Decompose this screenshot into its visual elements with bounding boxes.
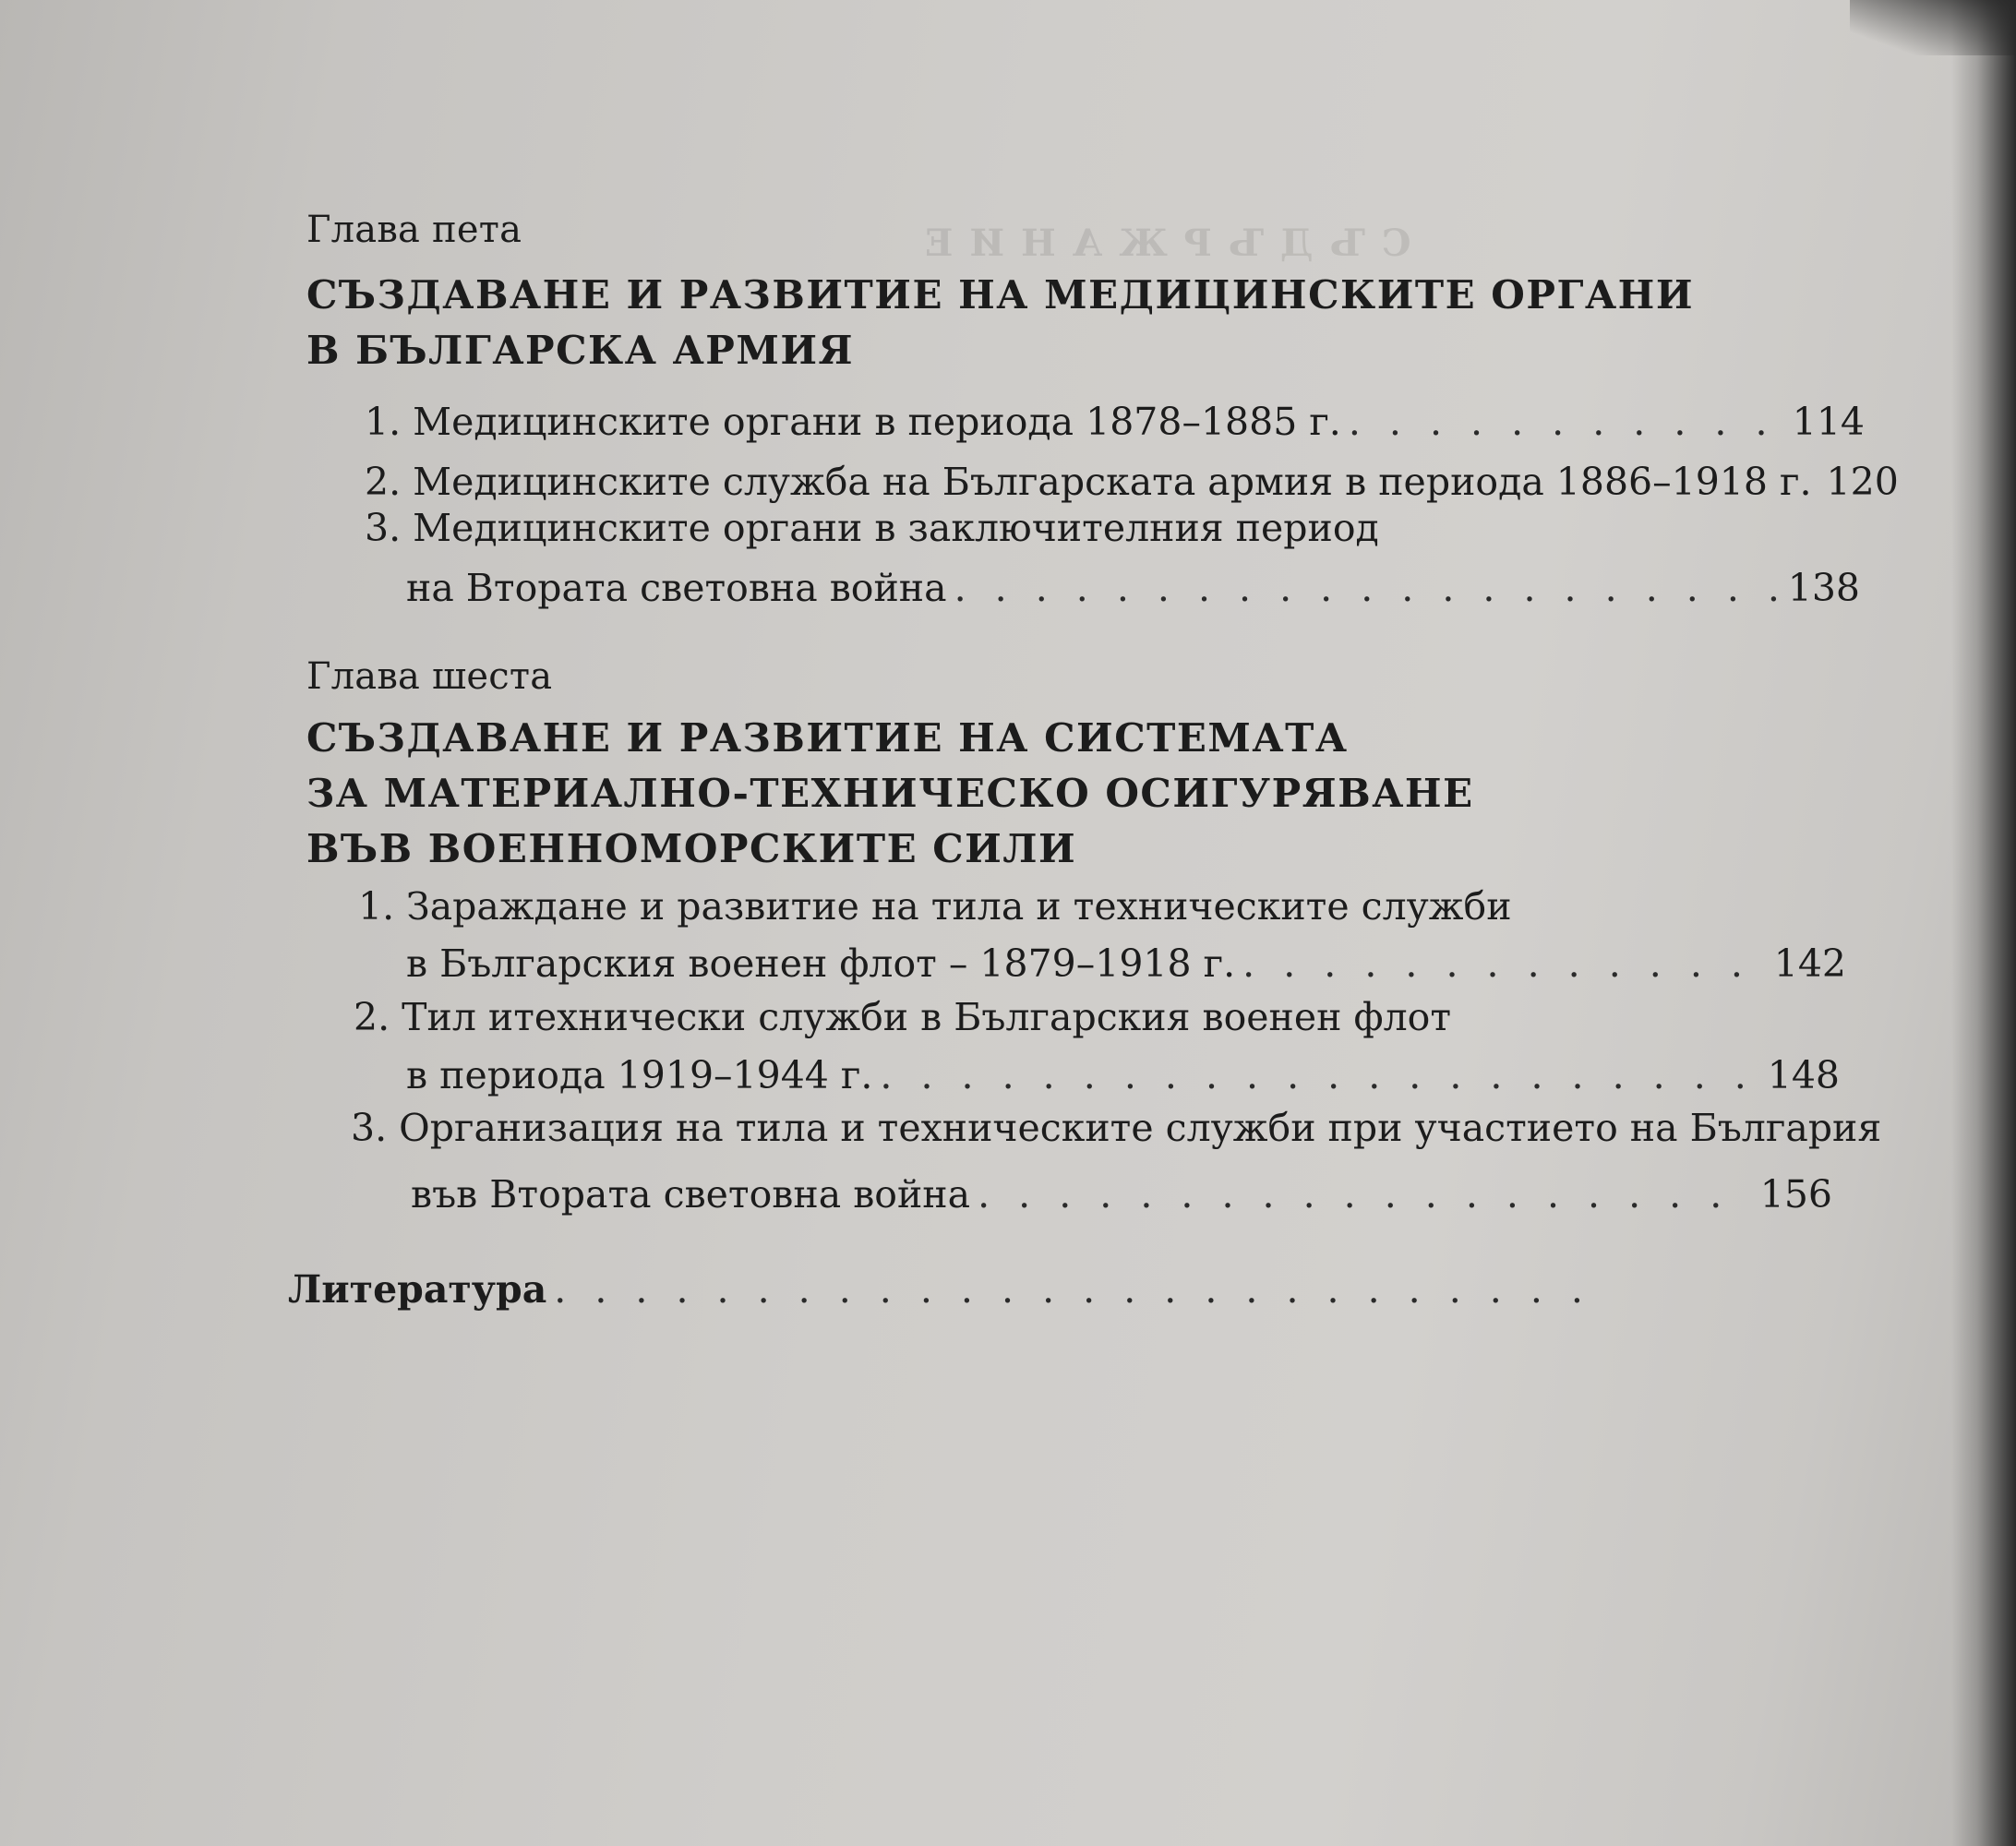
- chapter-5-title-line-2: В БЪЛГАРСКА АРМИЯ: [306, 328, 855, 373]
- bleed-through: С Ъ Д Ъ Р Ж А Н И Е: [923, 222, 1411, 265]
- dot-leader: [978, 1172, 1753, 1217]
- toc-entry-5-3[interactable]: [406, 558, 1860, 610]
- toc-page-number: 138: [1787, 566, 1860, 610]
- chapter-5-label: Глава пета: [306, 209, 522, 251]
- toc-entry-continuation: във Втората световна война: [411, 1172, 971, 1217]
- toc-entry-continuation: в периода 1919–1944 г.: [406, 1053, 873, 1097]
- dot-leader: [554, 1267, 1608, 1312]
- dot-leader: [954, 566, 1781, 610]
- chapter-6-title-line-2: ЗА МАТЕРИАЛНО-ТЕХНИЧЕСКО ОСИГУРЯВАНЕ: [306, 771, 1474, 816]
- toc-page-number: 156: [1759, 1172, 1832, 1217]
- toc-entry-6-1-text[interactable]: 1. Зараждане и развитие на тила и техническите служби: [358, 884, 1512, 929]
- toc-page-number: 148: [1767, 1053, 1840, 1097]
- toc-entry-6-3-text[interactable]: 3. Организация на тила и техническите служби при участието на България: [351, 1106, 1882, 1150]
- toc-entry-5-3-text[interactable]: 3. Медицинските органи в заключителния период: [365, 506, 1379, 550]
- toc-page-number: 142: [1773, 941, 1846, 986]
- toc-entry-6-2-text[interactable]: 2. Тил итехнически служби в Българския военен флот: [354, 995, 1451, 1039]
- toc-entry-text: 2. Медицинските служба на Българската армия в периода 1886–1918 г.: [365, 460, 1812, 504]
- toc-entry-literature[interactable]: [288, 1260, 1608, 1312]
- toc-page-number: 120: [1826, 460, 1899, 504]
- toc-entry-continuation: на Втората световна война: [406, 566, 947, 610]
- toc-entry-5-1[interactable]: [365, 392, 1865, 444]
- dot-leader: [880, 1053, 1759, 1097]
- toc-page-number: 114: [1792, 400, 1865, 444]
- bleed-through: [1292, 1569, 1309, 1607]
- toc-entry-5-2[interactable]: [365, 452, 1899, 504]
- dot-leader: [1349, 400, 1785, 444]
- toc-entry-text: 1. Медицинските органи в периода 1878–1885 г.: [365, 400, 1341, 444]
- chapter-6-label: Глава шеста: [306, 655, 553, 698]
- dot-leader: [1242, 941, 1767, 986]
- toc-entry-continuation: в Българския военен флот – 1879–1918 г.: [406, 941, 1236, 986]
- chapter-5-title-line-1: СЪЗДАВАНЕ И РАЗВИТИЕ НА МЕДИЦИНСКИТЕ ОРГАНИ: [306, 272, 1695, 318]
- literature-label: Литература: [288, 1267, 547, 1312]
- toc-entry-6-3[interactable]: [411, 1165, 1832, 1217]
- chapter-6-title-line-3: ВЪВ ВОЕННОМОРСКИТЕ СИЛИ: [306, 826, 1077, 871]
- chapter-6-title-line-1: СЪЗДАВАНЕ И РАЗВИТИЕ НА СИСТЕМАТА: [306, 715, 1349, 761]
- toc-entry-6-1[interactable]: [406, 934, 1846, 986]
- toc-entry-6-2[interactable]: [406, 1046, 1840, 1097]
